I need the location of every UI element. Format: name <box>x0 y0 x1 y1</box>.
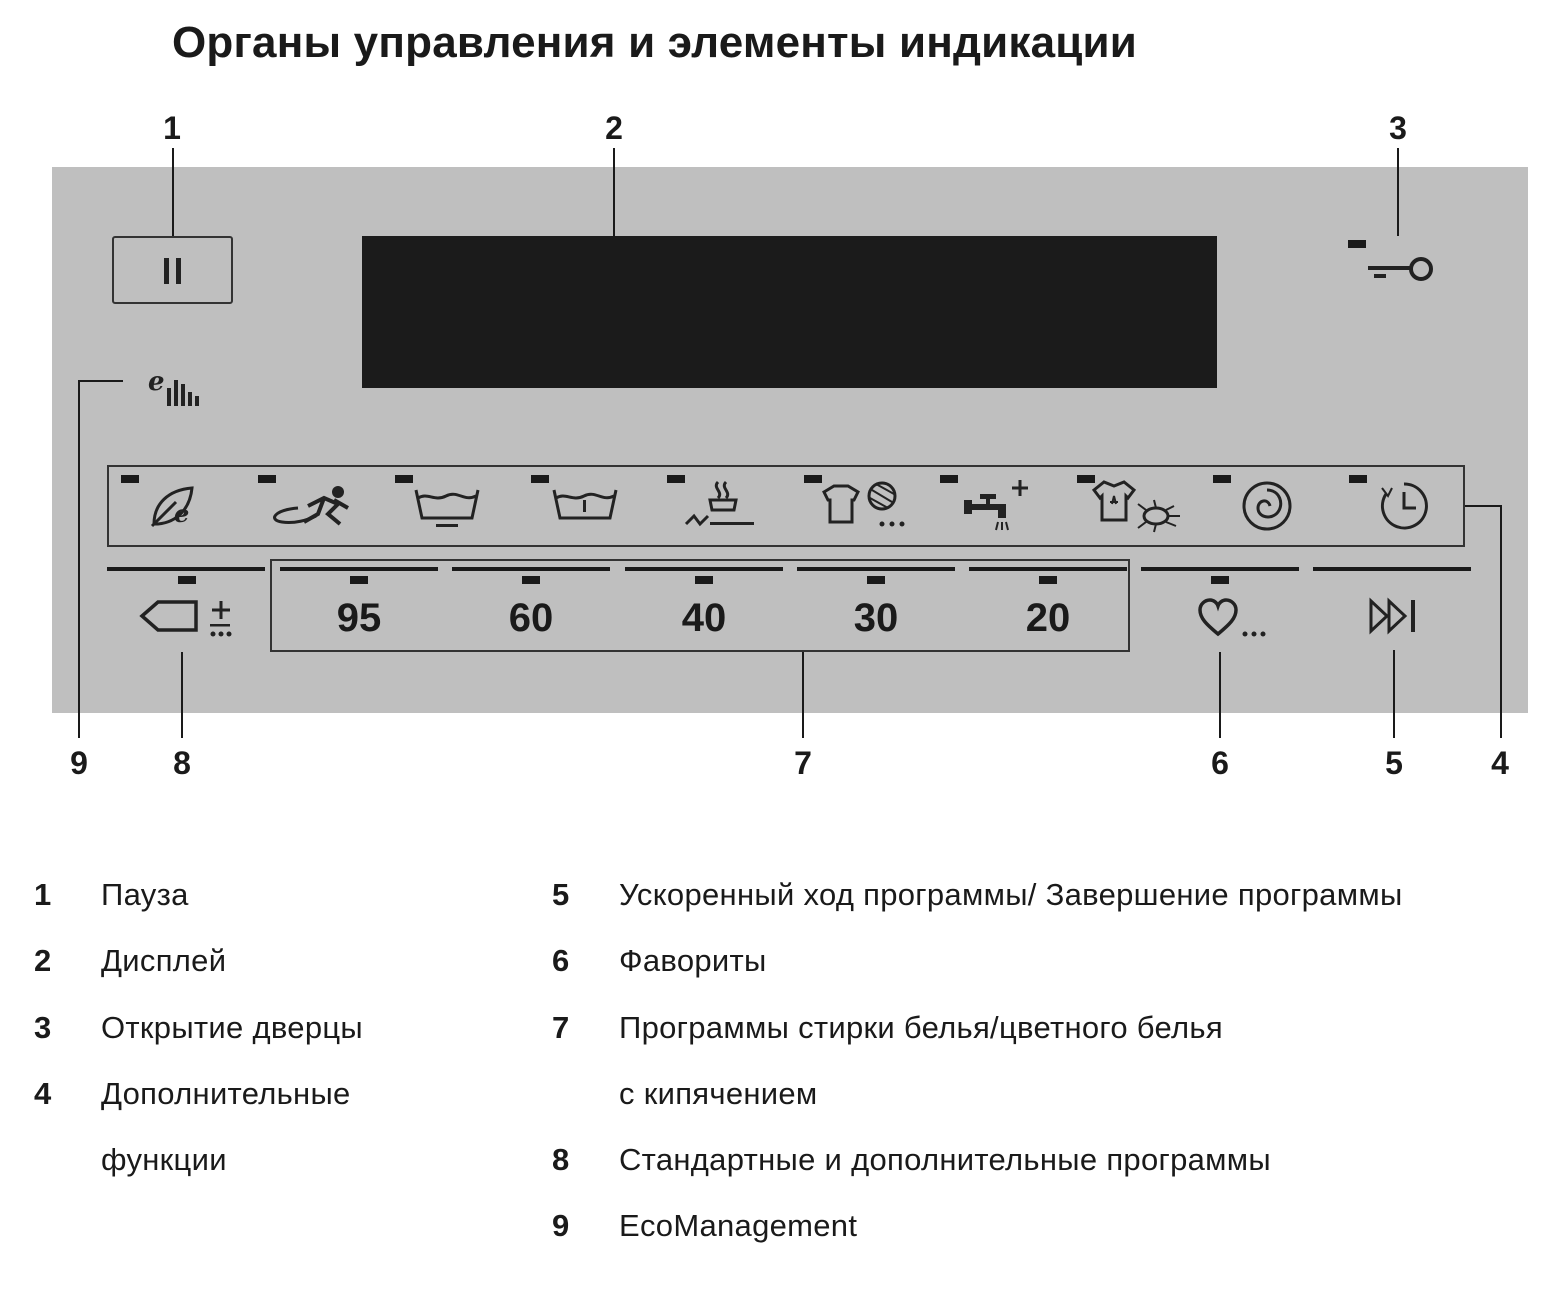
option-led <box>531 475 549 483</box>
legend-text: Стандартные и дополнительные программы <box>619 1142 1271 1177</box>
legend-text: Программы стирки белья/цветного белья <box>619 1010 1223 1045</box>
legend-num: 7 <box>552 1010 570 1045</box>
leader-line-2 <box>613 148 615 238</box>
eco-leaf-icon[interactable] <box>148 484 200 528</box>
callout-7: 7 <box>794 745 812 781</box>
rule-skip <box>1313 567 1471 571</box>
callout-3: 3 <box>1389 110 1407 146</box>
programs-led <box>178 576 196 584</box>
legend-num: 2 <box>34 943 52 978</box>
wool-yarn-icon[interactable] <box>820 478 908 530</box>
rinse-basin-icon[interactable] <box>552 486 618 526</box>
option-led <box>1349 475 1367 483</box>
rule-favorites <box>1141 567 1299 571</box>
spin-swirl-icon[interactable] <box>1240 480 1296 532</box>
allergy-mite-icon[interactable] <box>1092 478 1182 534</box>
svg-text:e: e <box>174 499 190 528</box>
leader-line-1 <box>172 148 174 238</box>
option-led <box>121 475 139 483</box>
legend-num: 9 <box>552 1208 570 1243</box>
skip-forward-icon[interactable] <box>1368 598 1420 638</box>
temp-60-button[interactable]: 60 <box>508 596 554 640</box>
callout-9: 9 <box>70 745 88 781</box>
legend-text-cont: функции <box>101 1142 227 1177</box>
speed-runner-icon[interactable] <box>268 484 354 528</box>
callout-5: 5 <box>1385 745 1403 781</box>
legend-num: 6 <box>552 943 570 978</box>
option-led <box>667 475 685 483</box>
leader-line-7 <box>802 652 804 738</box>
temp-40-button[interactable]: 40 <box>681 596 727 640</box>
leader-line-4 <box>1500 505 1502 738</box>
prewash-basin-icon[interactable] <box>414 486 480 530</box>
leader-line-6 <box>1219 652 1221 738</box>
callout-8: 8 <box>173 745 191 781</box>
steam-iron-icon[interactable] <box>684 478 756 530</box>
legend-num: 3 <box>34 1010 52 1045</box>
timer-clock-icon[interactable] <box>1378 480 1430 532</box>
option-led <box>940 475 958 483</box>
pause-button[interactable] <box>112 236 233 304</box>
pause-icon <box>162 258 186 284</box>
door-key-icon <box>1368 256 1436 284</box>
legend-text: Дополнительные <box>101 1076 351 1111</box>
favorites-led <box>1211 576 1229 584</box>
leader-line-4h <box>1465 505 1501 507</box>
legend-text-cont: с кипячением <box>619 1076 818 1111</box>
door-lock-led <box>1348 240 1366 248</box>
temp-20-button[interactable]: 20 <box>1025 596 1071 640</box>
display-screen <box>362 236 1217 388</box>
callout-2: 2 <box>605 110 623 146</box>
option-led <box>258 475 276 483</box>
legend-text: EcoManagement <box>619 1208 858 1243</box>
temp-30-button[interactable]: 30 <box>853 596 899 640</box>
page-title: Органы управления и элементы индикации <box>172 18 1138 67</box>
rule-programs <box>107 567 265 571</box>
legend-text: Ускоренный ход программы/ Завершение программы <box>619 877 1403 912</box>
legend-text: Фавориты <box>619 943 767 978</box>
favorites-heart-icon[interactable] <box>1198 598 1270 640</box>
extra-water-tap-icon[interactable] <box>962 476 1034 532</box>
leader-line-5 <box>1393 650 1395 738</box>
leader-line-3 <box>1397 148 1399 236</box>
callout-6: 6 <box>1211 745 1229 781</box>
legend-num: 1 <box>34 877 52 912</box>
temp-95-button[interactable]: 95 <box>336 596 382 640</box>
leader-line-9 <box>78 380 80 738</box>
legend-num: 4 <box>34 1076 52 1111</box>
leader-line-8 <box>181 652 183 738</box>
svg-text:e: e <box>148 367 165 397</box>
legend-num: 5 <box>552 877 570 912</box>
legend-num: 8 <box>552 1142 570 1177</box>
eco-management-icon <box>148 368 204 408</box>
leader-line-9h <box>78 380 123 382</box>
legend-text: Открытие дверцы <box>101 1010 363 1045</box>
option-led <box>395 475 413 483</box>
legend-text: Пауза <box>101 877 189 912</box>
callout-1: 1 <box>163 110 181 146</box>
legend-text: Дисплей <box>101 943 227 978</box>
programs-button[interactable] <box>140 598 240 640</box>
callout-4: 4 <box>1491 745 1509 781</box>
option-led <box>1213 475 1231 483</box>
